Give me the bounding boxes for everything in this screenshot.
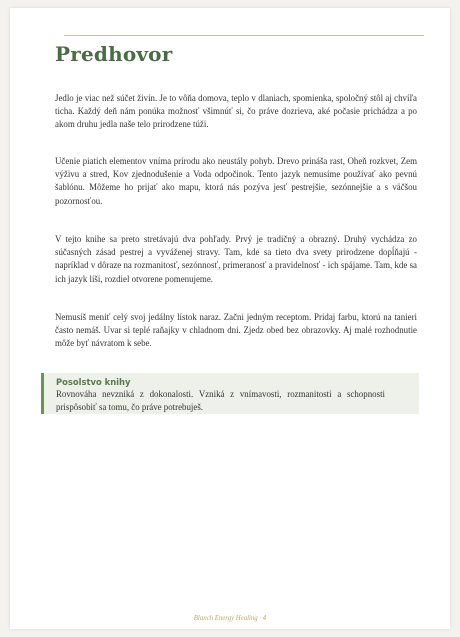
header-rule <box>64 35 424 36</box>
page-title: Predhovor <box>55 42 173 66</box>
paragraph-4: Nemusíš meniť celý svoj jedálny lístok naraz. Začni jedným receptom. Pridaj farbu, ktorú na tanieri často nemáš. Uvar si teplé raňajky v chladnom dni. Zjedz obed bez obrazovky. Aj malé rozhodnutie môže byť návratom k sebe. <box>55 312 417 349</box>
callout-text: Rovnováha nevzniká z dokonalosti. Vzniká z vnímavosti, rozmanitosti a schopnosti prispôsobiť sa tomu, čo práve potrebuješ. <box>56 389 385 412</box>
paragraph-2: Učenie piatich elementov vníma prírodu ako neustály pohyb. Drevo prináša rast, Oheň rozkvet, Zem výživu a stred, Kov zjednodušenie a Voda odpočinok. Tento jazyk nemusíme používať ako pevnú šablónu. Môžeme ho prijať ako mapu, ktorá nás pozýva jesť pestrejšie, sezónnejšie a s väčšou pozornosťou. <box>55 156 417 206</box>
document-page <box>10 8 450 629</box>
page-footer: Blanch Energy Healing · 4 <box>193 615 267 622</box>
message-callout <box>41 373 419 414</box>
paragraph-1: Jedlo je viac než súčet živín. Je to vôňa domova, teplo v dlaniach, spomienka, spoločný stôl aj chvíľa ticha. Každý deň nám ponúka možnosť všimnúť si, čo práve dozrieva, aké počasie prichádza a po akom druhu jedla naše telo prirodzene túži. <box>55 93 417 130</box>
paragraph-3: V tejto knihe sa preto stretávajú dva pohľady. Prvý je tradičný a obrazný. Druhý vychádza zo súčasných zásad pestrej a vyváženej stravy. Tam, kde sa tieto dva svety prirodzene dopĺňajú - napríklad v dôraze na rozmanitosť, sezónnosť, primeranosť a pravidelnosť - ich spájame. Tam, kde sa ich jazyk líši, rozdiel otvorene pomenujeme. <box>55 234 417 284</box>
callout-title: Posolstvo knihy <box>56 377 131 387</box>
